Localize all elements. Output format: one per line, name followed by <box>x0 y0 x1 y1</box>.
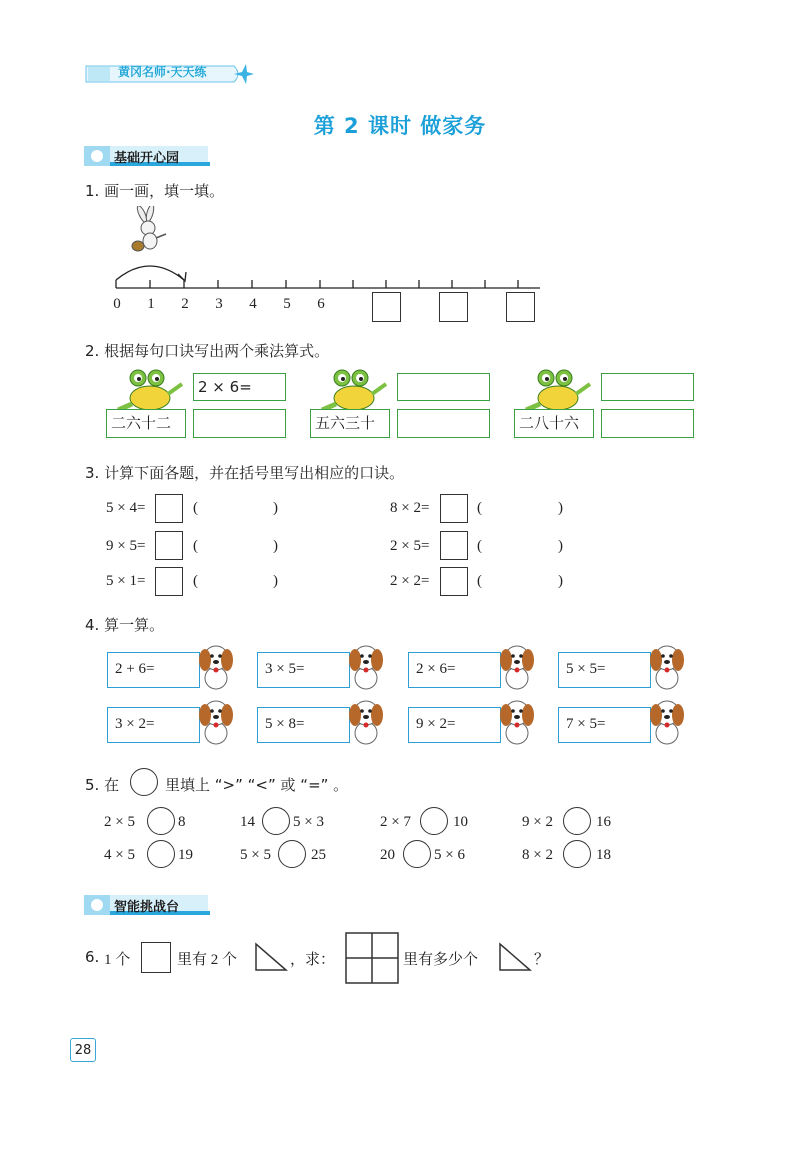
puppy-icon <box>348 695 384 745</box>
rhyme-label: 五六三十 <box>310 409 390 438</box>
tick-label: 2 <box>181 296 189 312</box>
puppy-icon <box>649 695 685 745</box>
tick-label: 4 <box>249 296 257 312</box>
answer-box[interactable] <box>506 292 535 322</box>
compare-right: 19 <box>178 847 193 863</box>
equation-box[interactable] <box>397 409 490 438</box>
question-6-text: 里有多少个 <box>403 952 479 968</box>
compare-right: 8 <box>178 814 186 830</box>
compare-circle[interactable] <box>278 840 306 868</box>
answer-box[interactable] <box>372 292 401 322</box>
page-title: 第 2 课时 做家务 <box>313 114 487 138</box>
paren-open: ( <box>477 573 482 589</box>
answer-box[interactable] <box>440 531 468 560</box>
rabbit-icon <box>128 206 172 256</box>
answer-box[interactable] <box>155 567 183 596</box>
triangle-icon <box>254 942 288 972</box>
compare-left: 8 × 2 <box>522 847 553 863</box>
tick-label: 0 <box>113 296 121 312</box>
equation-box[interactable] <box>601 373 694 401</box>
question-6-number: 6. <box>85 948 100 966</box>
puppy-icon <box>499 695 535 745</box>
frog-icon <box>108 366 188 412</box>
compare-right: 16 <box>596 814 611 830</box>
paren-close: ) <box>273 538 278 554</box>
tick-label: 6 <box>317 296 325 312</box>
compare-right: 25 <box>311 847 326 863</box>
equation-box[interactable] <box>397 373 490 401</box>
compare-right: 10 <box>453 814 468 830</box>
triangle-icon <box>498 942 532 972</box>
calc-box[interactable]: 3 × 5= <box>257 652 350 688</box>
compare-circle[interactable] <box>420 807 448 835</box>
expression: 2 × 5= <box>390 538 430 554</box>
compare-left: 20 <box>380 847 395 863</box>
compare-circle[interactable] <box>147 840 175 868</box>
answer-box[interactable] <box>440 567 468 596</box>
calc-box[interactable]: 2 × 6= <box>408 652 501 688</box>
equation-box[interactable]: 2 × 6= <box>193 373 286 401</box>
paren-open: ( <box>477 538 482 554</box>
compare-right: 5 × 6 <box>434 847 465 863</box>
compare-left: 2 × 5 <box>104 814 135 830</box>
rhyme-label: 二八十六 <box>514 409 594 438</box>
paren-open: ( <box>193 500 198 516</box>
expression: 2 × 2= <box>390 573 430 589</box>
compare-left: 14 <box>240 814 255 830</box>
question-5-label-post: 里填上 “>” “<” 或 “=” 。 <box>165 776 349 794</box>
circle-icon <box>130 768 158 796</box>
question-4-label: 4. 算一算。 <box>85 616 165 634</box>
brand-text: 黄冈名师·天天练 <box>118 65 207 79</box>
question-5-label-pre: 5. 在 <box>85 776 120 794</box>
section-title-basic: 基础开心园 <box>114 151 180 166</box>
compare-left: 9 × 2 <box>522 814 553 830</box>
question-6-text: ？ <box>534 952 550 968</box>
puppy-icon <box>649 640 685 690</box>
calc-box[interactable]: 7 × 5= <box>558 707 651 743</box>
puppy-icon <box>198 695 234 745</box>
answer-box[interactable] <box>439 292 468 322</box>
puppy-icon <box>499 640 535 690</box>
page-number: 28 <box>70 1038 96 1062</box>
puppy-icon <box>198 640 234 690</box>
calc-box[interactable]: 5 × 5= <box>558 652 651 688</box>
calc-box[interactable]: 9 × 2= <box>408 707 501 743</box>
tick-label: 5 <box>283 296 291 312</box>
calc-box[interactable]: 3 × 2= <box>107 707 200 743</box>
compare-left: 2 × 7 <box>380 814 411 830</box>
square-icon <box>141 942 171 973</box>
paren-close: ) <box>273 573 278 589</box>
compare-circle[interactable] <box>563 807 591 835</box>
rhyme-label: 二六十二 <box>106 409 186 438</box>
question-2-label: 2. 根据每句口诀写出两个乘法算式。 <box>85 342 330 360</box>
tick-label: 3 <box>215 296 223 312</box>
answer-box[interactable] <box>155 494 183 523</box>
paren-open: ( <box>477 500 482 516</box>
paren-close: ) <box>558 538 563 554</box>
equation-box[interactable] <box>193 409 286 438</box>
section-title-challenge: 智能挑战台 <box>114 900 180 915</box>
paren-open: ( <box>193 538 198 554</box>
question-6-text: 里有 2 个 <box>177 952 238 968</box>
number-line <box>100 250 550 300</box>
expression: 5 × 1= <box>106 573 146 589</box>
question-1-label: 1. 画一画，填一填。 <box>85 182 225 200</box>
compare-circle[interactable] <box>563 840 591 868</box>
puppy-icon <box>348 640 384 690</box>
compare-left: 5 × 5 <box>240 847 271 863</box>
calc-box[interactable]: 2 + 6= <box>107 652 200 688</box>
compare-left: 4 × 5 <box>104 847 135 863</box>
frog-icon <box>312 366 392 412</box>
compare-right: 18 <box>596 847 611 863</box>
answer-box[interactable] <box>155 531 183 560</box>
compare-circle[interactable] <box>147 807 175 835</box>
paren-close: ) <box>558 573 563 589</box>
divided-square-icon <box>345 932 399 984</box>
question-6-text: 1 个 <box>104 952 131 968</box>
calc-box[interactable]: 5 × 8= <box>257 707 350 743</box>
expression: 9 × 5= <box>106 538 146 554</box>
question-3-label: 3. 计算下面各题，并在括号里写出相应的口诀。 <box>85 464 405 482</box>
question-6-text: ，求： <box>290 952 336 968</box>
frog-icon <box>516 366 596 412</box>
compare-circle[interactable] <box>403 840 431 868</box>
tick-label: 1 <box>147 296 155 312</box>
expression: 5 × 4= <box>106 500 146 516</box>
equation-box[interactable] <box>601 409 694 438</box>
paren-open: ( <box>193 573 198 589</box>
compare-circle[interactable] <box>262 807 290 835</box>
paren-close: ) <box>273 500 278 516</box>
paren-close: ) <box>558 500 563 516</box>
expression: 8 × 2= <box>390 500 430 516</box>
answer-box[interactable] <box>440 494 468 523</box>
compare-right: 5 × 3 <box>293 814 324 830</box>
